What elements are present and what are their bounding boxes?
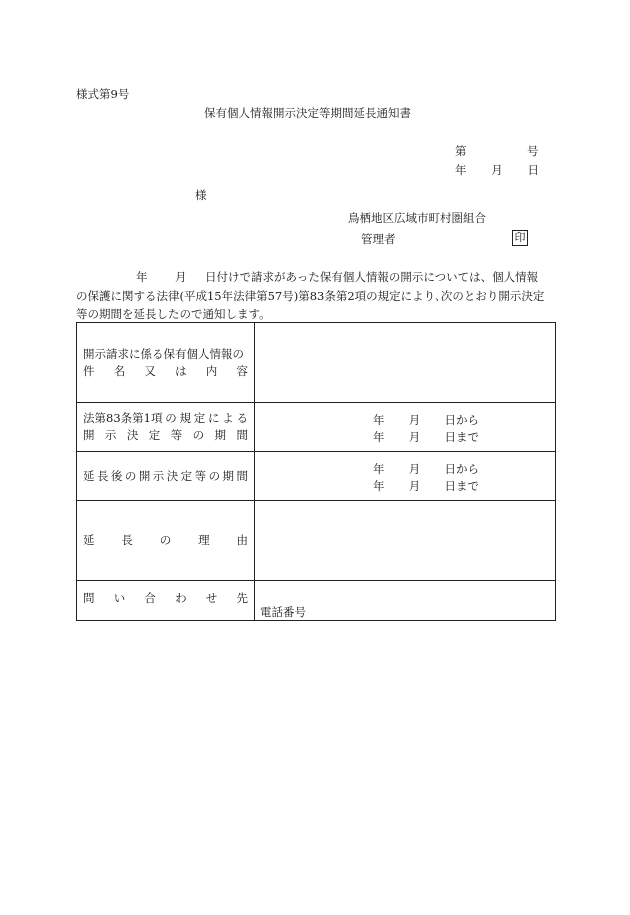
date-year: 年	[455, 163, 467, 177]
body-date-year: 年	[136, 270, 148, 284]
original-period-from: 年 月 日から	[373, 413, 479, 427]
form-number: 様式第9号	[76, 87, 130, 101]
document-title: 保有個人情報開示決定等期間延長通知書	[204, 106, 411, 120]
value-original-period	[255, 403, 555, 451]
row-original-period	[77, 402, 555, 451]
seal-text: 印	[512, 230, 528, 246]
date-day: 日	[527, 163, 539, 177]
body-line-2: の保護に関する法律(平成15年法律第57号)第83条第2項の規定により､次のとおり開示決定	[76, 289, 545, 303]
value-extension-reason	[255, 501, 555, 580]
label-extension-reason: 延 長 の 理 由	[77, 501, 255, 580]
extended-period-from: 年 月 日から	[373, 462, 479, 476]
value-contact	[255, 581, 555, 620]
row-extended-period	[77, 451, 555, 500]
original-period-to: 年 月 日まで	[373, 430, 479, 444]
value-request-content	[255, 323, 555, 402]
date-month: 月	[491, 163, 503, 177]
notice-table	[76, 322, 556, 621]
row-extension-reason	[77, 500, 555, 580]
doc-number-prefix: 第	[455, 144, 467, 158]
label-extended-period: 延 長 後 の 開 示 決 定 等 の 期 間	[77, 452, 255, 500]
date-line	[455, 162, 539, 178]
value-extended-period	[255, 452, 555, 500]
issuer-organization: 鳥栖地区広域市町村圏組合	[348, 211, 486, 225]
label-request-content-line1: 開示請求に係る保有個人情報の	[83, 346, 244, 361]
label-original-period-line1: 法第83条第1項 の 規 定 に よ る	[83, 411, 248, 425]
row-contact	[77, 580, 555, 620]
extended-period-to: 年 月 日まで	[373, 479, 479, 493]
label-original-period-line2: 開 示 決 定 等 の 期 間	[83, 428, 248, 442]
addressee-suffix: 様	[195, 188, 207, 202]
issuer-title: 管理者	[361, 232, 396, 246]
doc-number-suffix: 号	[527, 144, 539, 158]
label-request-content-line2: 件 名 又 は 内 容	[83, 363, 248, 378]
body-line-1: 日付けで請求があった保有個人情報の開示については、個人情報	[205, 270, 539, 284]
label-original-period	[77, 403, 255, 451]
row-request-content	[77, 323, 555, 402]
body-line-3: 等の期間を延長したので通知します。	[76, 307, 271, 321]
label-request-content	[77, 323, 255, 402]
phone-number-label: 電話番号	[260, 605, 306, 619]
body-date-month: 月	[175, 270, 187, 284]
label-contact: 問 い 合 わ せ 先	[77, 581, 255, 620]
seal-mark	[512, 230, 528, 246]
